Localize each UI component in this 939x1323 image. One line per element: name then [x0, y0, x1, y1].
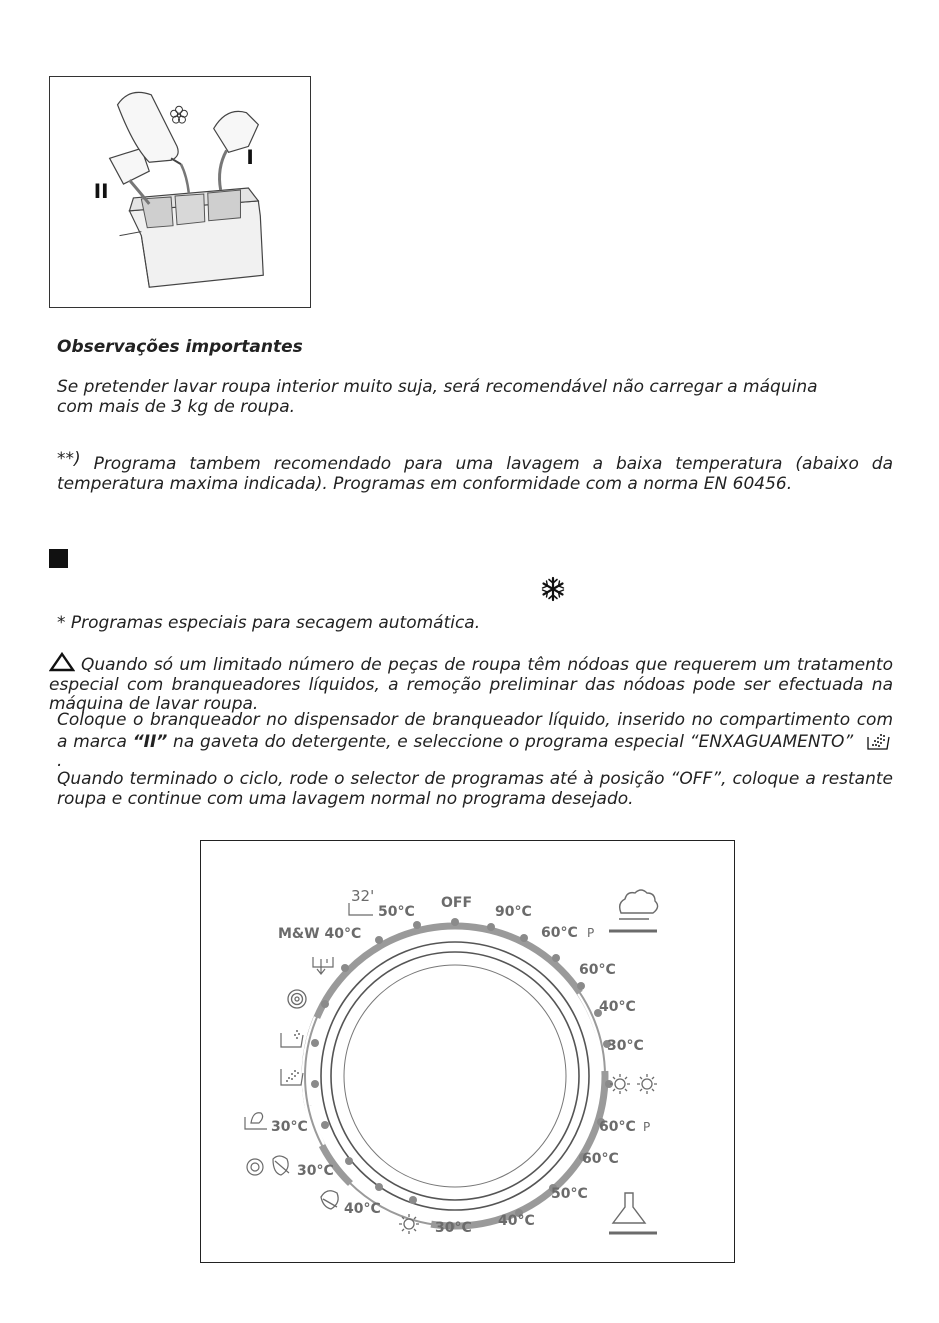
- important-notes-title: Observações importantes: [57, 337, 303, 357]
- bleach-mark-ii: “II”: [132, 731, 168, 752]
- drain-icon: [313, 957, 333, 974]
- dial-40c-r: 40°C: [599, 999, 636, 1015]
- spin-icon: [288, 990, 306, 1008]
- softener-icon: [281, 1030, 303, 1047]
- footnote-text: Programa tambem recomendado para uma lavagem a baixa temperatura (abaixo da temperatura maxima indicada). Programas em conformidade com a norma EN 60456.: [57, 454, 893, 494]
- handwash-icon: [245, 1113, 267, 1129]
- bleach-paragraph-3: Quando terminado o ciclo, rode o selector de programas até à posição “OFF”, coloque a restante roupa e continue com uma lavagem normal no programa desejado.: [57, 769, 893, 809]
- dial-30c-handwash: 30°C: [271, 1119, 308, 1135]
- dial-p-r: P: [643, 1120, 651, 1134]
- dial-30c-bottom: 30°C: [435, 1220, 472, 1236]
- warning-triangle-icon: [49, 652, 75, 672]
- dial-p-top: P: [587, 926, 595, 940]
- dial-90c: 90°C: [495, 904, 532, 920]
- rinse-dial-icon: [281, 1069, 303, 1085]
- dial-40c-bottom-left: 40°C: [344, 1201, 381, 1217]
- compartment-label-ii: II: [93, 179, 109, 203]
- dial-50c-top: 50°C: [378, 904, 415, 920]
- detergent-drawer-figure: [49, 76, 311, 308]
- dial-60c-r2: 60°C: [582, 1151, 619, 1167]
- program-dial: [201, 841, 734, 1262]
- dial-30c-r: 30°C: [607, 1038, 644, 1054]
- bleach-text-2b: na gaveta do detergente, e seleccione o programa especial “ENXAGUAMENTO”: [167, 731, 859, 752]
- synthetics-icon: [609, 1193, 657, 1233]
- compartment-label-i: I: [246, 146, 254, 170]
- bleach-paragraph-2: [57, 711, 893, 772]
- black-square-icon: [49, 549, 68, 568]
- dial-mw-40c: M&W 40°C: [278, 926, 362, 942]
- delicate-leaf-icon: [321, 1191, 338, 1209]
- snowflake-icon: [540, 576, 566, 602]
- wool-icon: [247, 1156, 289, 1175]
- program-selector-panel: [200, 840, 735, 1263]
- double-sun-icon: [610, 1074, 657, 1094]
- dial-60cp-r: 60°C: [599, 1119, 636, 1135]
- drying-programs-note: * Programas especiais para secagem automática.: [57, 613, 481, 633]
- dial-60cp-top: 60°C: [541, 925, 578, 941]
- bleach-paragraph-1: [49, 652, 893, 715]
- dial-60c-r1: 60°C: [579, 962, 616, 978]
- dial-40c-bottom: 40°C: [498, 1213, 535, 1229]
- dial-time-32: 32': [351, 887, 375, 905]
- bleach-text-2a: Coloque o branqueador no dispensador de branqueador líquido, inserido no compartimento com a marca: [57, 710, 893, 752]
- dial-off-label: OFF: [441, 895, 473, 911]
- dial-50c-br: 50°C: [551, 1186, 588, 1202]
- cotton-icon: [609, 890, 658, 931]
- footnote-marker: **): [57, 449, 81, 469]
- dial-30c-wool: 30°C: [297, 1163, 334, 1179]
- bleach-text-1: Quando só um limitado número de peças de roupa têm nódoas que requerem um tratamento especial com branqueadores líquidos, a remoção preliminar das nódoas pode ser efectuada na máquina de lavar roupa.: [49, 655, 893, 715]
- bleach-text-2-end: .: [57, 751, 63, 772]
- detergent-drawer-illustration: [50, 77, 310, 307]
- footnote-program: [57, 449, 893, 494]
- rinse-icon: [865, 731, 893, 751]
- underwear-note: Se pretender lavar roupa interior muito suja, será recomendável não carregar a máquina com mais de 3 kg de roupa.: [57, 377, 818, 417]
